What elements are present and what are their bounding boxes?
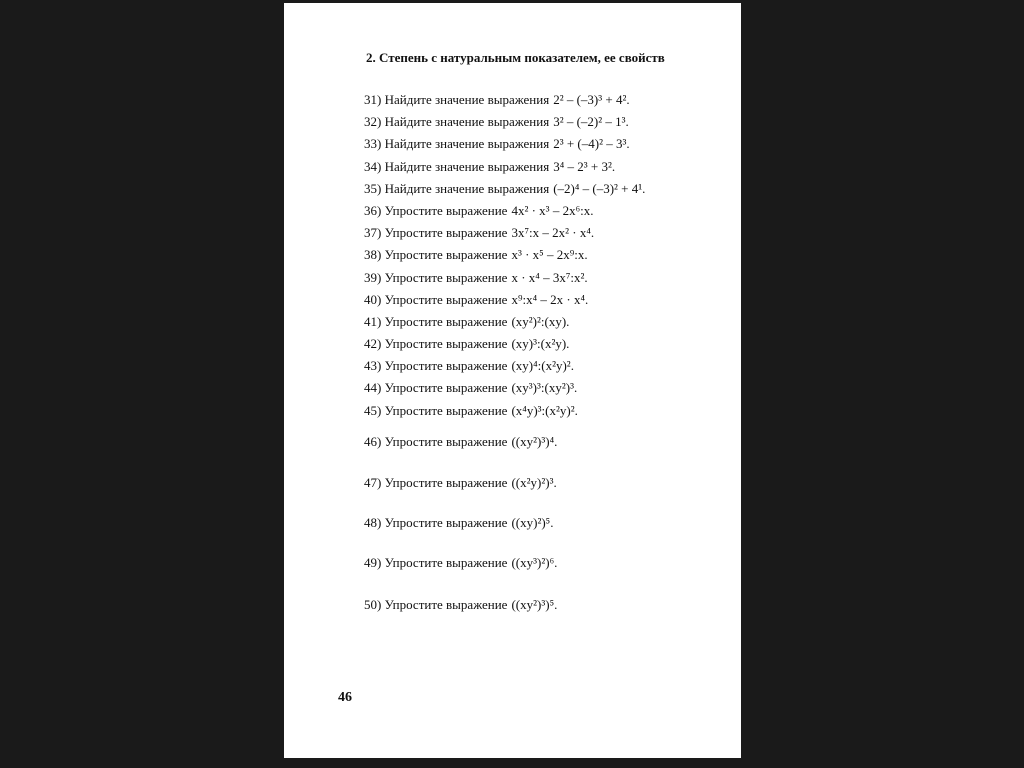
problem-number: 45)	[364, 402, 382, 418]
problem-number: 35)	[364, 180, 382, 196]
problem-text: Упростите выражение	[384, 313, 508, 329]
problem-number: 38)	[364, 247, 382, 263]
problem-number: 37)	[364, 225, 382, 241]
problem-number: 44)	[364, 380, 382, 396]
problem-expression: ((x²y)²)³.	[511, 475, 557, 491]
problem-text: Упростите выражение	[384, 475, 508, 491]
problem-text: Упростите выражение	[384, 514, 508, 530]
problem-expression: x⁹:x⁴ – 2x · x⁴.	[511, 291, 589, 307]
problem-text: Найдите значение выражения	[384, 114, 550, 130]
problem-expression: 3x⁷:x – 2x² · x⁴.	[511, 225, 595, 241]
problem-text: Упростите выражение	[384, 247, 508, 263]
problem-number: 47)	[364, 475, 382, 491]
problem-item	[364, 504, 734, 542]
problem-expression: ((xy²)³)⁵.	[511, 596, 558, 612]
problem-number: 36)	[364, 202, 382, 218]
problem-expression: (x⁴y)³:(x²y)².	[511, 402, 578, 418]
problem-text: Упростите выражение	[384, 291, 508, 307]
problem-expression: (xy²)²:(xy).	[511, 313, 570, 329]
problem-item	[364, 133, 734, 155]
problem-text: Найдите значение выражения	[384, 136, 550, 152]
problem-item	[364, 377, 734, 399]
problem-text: Упростите выражение	[384, 596, 508, 612]
problem-item	[364, 222, 734, 244]
problem-number: 46)	[364, 434, 382, 450]
problem-text: Упростите выражение	[384, 402, 508, 418]
problem-expression: (–2)⁴ – (–3)² + 4¹.	[553, 180, 646, 196]
problem-text: Упростите выражение	[384, 554, 508, 570]
page-number: 46	[338, 690, 352, 705]
problem-list	[364, 89, 734, 626]
problem-number: 34)	[364, 158, 382, 174]
problem-item	[364, 111, 734, 133]
problem-number: 31)	[364, 92, 382, 107]
problem-item	[364, 156, 734, 178]
problem-text: Упростите выражение	[384, 202, 508, 218]
problem-item	[364, 89, 734, 111]
problem-text: Найдите значение выражения	[384, 92, 550, 107]
problem-item	[364, 289, 734, 311]
problem-item	[364, 200, 734, 222]
problem-expression: ((xy²)³)⁴.	[511, 434, 558, 450]
problem-number: 40)	[364, 291, 382, 307]
problem-expression: x · x⁴ – 3x⁷:x².	[511, 269, 588, 285]
problem-expression: x³ · x⁵ – 2x⁹:x.	[511, 247, 588, 263]
problem-number: 42)	[364, 336, 382, 352]
problem-item	[364, 178, 734, 200]
problem-text: Упростите выражение	[384, 336, 508, 352]
problem-number: 48)	[364, 514, 382, 530]
problem-expression: 2³ + (–4)² – 3³.	[553, 136, 630, 152]
document-page	[284, 3, 741, 758]
problem-expression: (xy)⁴:(x²y)².	[511, 358, 574, 374]
problem-item	[364, 355, 734, 377]
problem-number: 50)	[364, 596, 382, 612]
problem-number: 33)	[364, 136, 382, 152]
problem-text: Упростите выражение	[384, 225, 508, 241]
problem-item	[364, 542, 734, 584]
problem-item	[364, 422, 734, 463]
problem-item	[364, 311, 734, 333]
section-heading: 2. Степень с натуральным показателем, ее свойств	[366, 50, 665, 65]
problem-text: Найдите значение выражения	[384, 158, 550, 174]
problem-text: Найдите значение выражения	[384, 180, 550, 196]
problem-expression: 2² – (–3)³ + 4².	[553, 92, 630, 107]
problem-item	[364, 400, 734, 422]
problem-number: 49)	[364, 554, 382, 570]
problem-item	[364, 267, 734, 289]
problem-number: 32)	[364, 114, 382, 130]
problem-expression: ((xy³)²)⁶.	[511, 554, 558, 570]
problem-expression: ((xy)²)⁵.	[511, 514, 554, 530]
problem-expression: (xy³)³:(xy²)³.	[511, 380, 578, 396]
problem-expression: 3⁴ – 2³ + 3².	[553, 158, 616, 174]
problem-number: 39)	[364, 269, 382, 285]
problem-item	[364, 463, 734, 504]
problem-text: Упростите выражение	[384, 380, 508, 396]
problem-expression: (xy)³:(x²y).	[511, 336, 570, 352]
problem-item	[364, 333, 734, 355]
problem-expression: 4x² · x³ – 2x⁶:x.	[511, 202, 594, 218]
problem-number: 43)	[364, 358, 382, 374]
problem-item	[364, 584, 734, 626]
problem-expression: 3² – (–2)² – 1³.	[553, 114, 629, 130]
problem-text: Упростите выражение	[384, 358, 508, 374]
problem-item	[364, 244, 734, 266]
problem-text: Упростите выражение	[384, 434, 508, 450]
problem-number: 41)	[364, 313, 382, 329]
problem-text: Упростите выражение	[384, 269, 508, 285]
